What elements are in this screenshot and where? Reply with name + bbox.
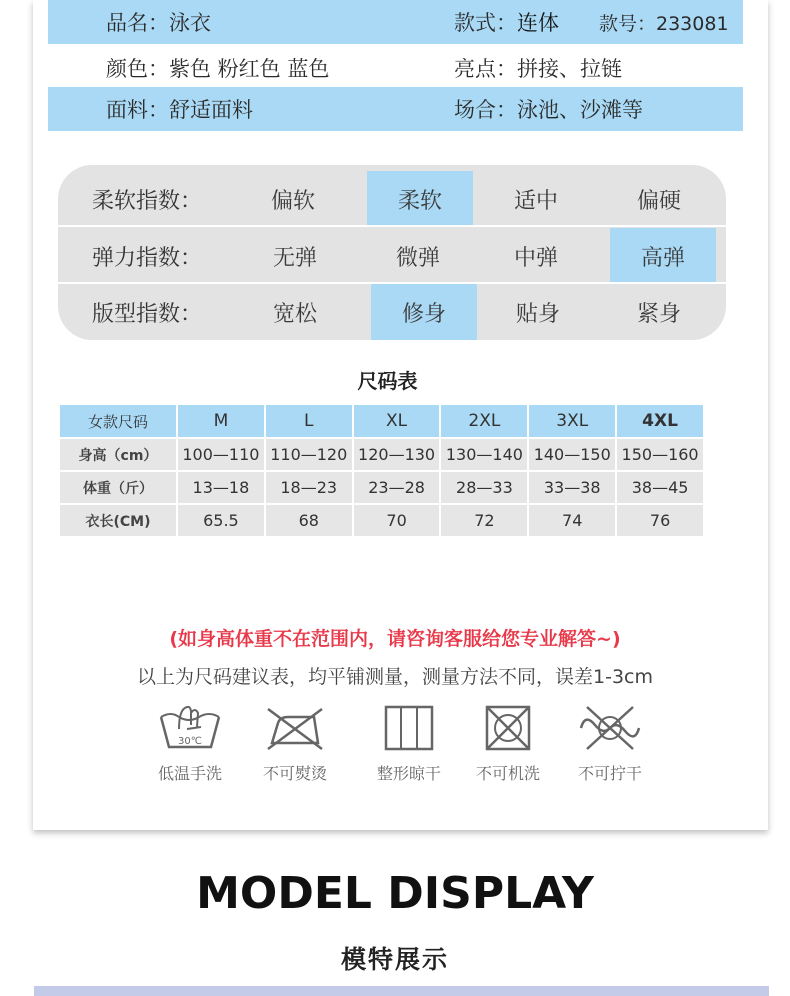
wash-temperature: 30℃ <box>178 736 202 747</box>
occasion-value: 泳池、沙滩等 <box>517 98 643 122</box>
fit-option: 紧身 <box>636 301 681 327</box>
header-cell: XL <box>354 405 442 439</box>
elasticity-index-row <box>58 228 726 284</box>
hand-wash-30-icon <box>157 703 223 753</box>
care-label: 不可拧干 <box>577 764 642 783</box>
info-row-name <box>48 0 743 44</box>
softness-option-selected: 柔软 <box>367 171 473 227</box>
header-cell: 4XL <box>617 405 705 439</box>
table-cell: 130—140 <box>441 439 529 472</box>
header-cell: L <box>266 405 354 439</box>
info-row-color <box>48 46 743 90</box>
fit-index-row <box>58 284 726 340</box>
table-cell: 150—160 <box>617 439 705 472</box>
size-chart-title: 尺码表 <box>357 369 418 393</box>
dry-flat-icon <box>376 703 442 753</box>
header-cell: 女款尺码 <box>60 405 178 439</box>
softness-label: 柔软指数： <box>92 188 203 214</box>
size-advice-note: (如身高体重不在范围内，请咨询客服给您专业解答~) <box>169 628 621 650</box>
care-label: 不可熨烫 <box>262 764 327 783</box>
table-cell: 68 <box>266 505 354 538</box>
model-display-title: MODEL DISPLAY <box>196 868 594 919</box>
table-row <box>60 439 705 472</box>
table-cell: 72 <box>441 505 529 538</box>
care-label: 低温手洗 <box>157 764 222 783</box>
row-label: 身高（cm） <box>60 439 178 472</box>
table-row <box>60 472 705 505</box>
name-value: 泳衣 <box>169 11 211 35</box>
row-label: 衣长(CM) <box>60 505 178 538</box>
occasion-label: 场合： <box>454 98 517 122</box>
header-cell: M <box>178 405 266 439</box>
table-cell: 18—23 <box>266 472 354 505</box>
name-label: 品名： <box>106 11 169 35</box>
fabric-value: 舒适面料 <box>169 98 253 122</box>
softness-option: 偏软 <box>270 188 315 214</box>
table-cell: 76 <box>617 505 705 538</box>
fit-option: 贴身 <box>515 301 560 327</box>
size-chart-table <box>60 405 705 538</box>
row-label: 体重（斤） <box>60 472 178 505</box>
index-panel <box>58 165 726 340</box>
style-value: 连体 <box>517 11 559 35</box>
table-cell: 110—120 <box>266 439 354 472</box>
table-cell: 33—38 <box>529 472 617 505</box>
care-item-no-iron <box>245 703 345 784</box>
care-item-hand-wash <box>140 703 240 784</box>
elasticity-option-selected: 高弹 <box>610 228 716 284</box>
divider <box>58 225 726 227</box>
elasticity-option: 中弹 <box>513 245 558 271</box>
table-header-row <box>60 405 705 439</box>
no-iron-icon <box>262 703 328 753</box>
table-cell: 38—45 <box>617 472 705 505</box>
header-cell: 3XL <box>529 405 617 439</box>
table-cell: 23—28 <box>354 472 442 505</box>
color-value: 紫色 粉红色 蓝色 <box>169 57 330 81</box>
care-label: 整形晾干 <box>376 764 441 783</box>
table-cell: 70 <box>354 505 442 538</box>
softness-index-row <box>58 171 726 227</box>
table-cell: 28—33 <box>441 472 529 505</box>
fit-label: 版型指数： <box>92 301 203 327</box>
info-row-fabric <box>48 87 743 131</box>
softness-option: 适中 <box>513 188 558 214</box>
fabric-label: 面料： <box>106 98 169 122</box>
measurement-note: 以上为尺码建议表，均平铺测量，测量方法不同，误差1-3cm <box>137 666 653 688</box>
care-item-no-wring <box>560 703 660 784</box>
table-cell: 65.5 <box>178 505 266 538</box>
care-label: 不可机洗 <box>475 764 540 783</box>
style-label: 款式： <box>454 11 517 35</box>
table-cell: 140—150 <box>529 439 617 472</box>
elasticity-option: 微弹 <box>395 245 440 271</box>
fit-option-selected: 修身 <box>371 284 477 340</box>
table-cell: 120—130 <box>354 439 442 472</box>
softness-option: 偏硬 <box>636 188 681 214</box>
elasticity-label: 弹力指数： <box>92 245 203 271</box>
elasticity-option: 无弹 <box>272 245 317 271</box>
fit-option: 宽松 <box>272 301 317 327</box>
table-cell: 13—18 <box>178 472 266 505</box>
care-item-no-machine-wash <box>458 703 558 784</box>
no-machine-wash-icon <box>475 703 541 753</box>
care-item-dry-flat <box>359 703 459 784</box>
header-cell: 2XL <box>441 405 529 439</box>
model-photo-top-edge <box>34 986 769 996</box>
model-display-subtitle: 模特展示 <box>340 945 449 974</box>
table-cell: 100—110 <box>178 439 266 472</box>
item-number: 款号：233081 <box>599 12 729 35</box>
table-cell: 74 <box>529 505 617 538</box>
highlight-value: 拼接、拉链 <box>517 57 622 81</box>
table-row <box>60 505 705 538</box>
no-wring-icon <box>577 703 643 753</box>
color-label: 颜色： <box>106 57 169 81</box>
highlight-label: 亮点： <box>454 57 517 81</box>
